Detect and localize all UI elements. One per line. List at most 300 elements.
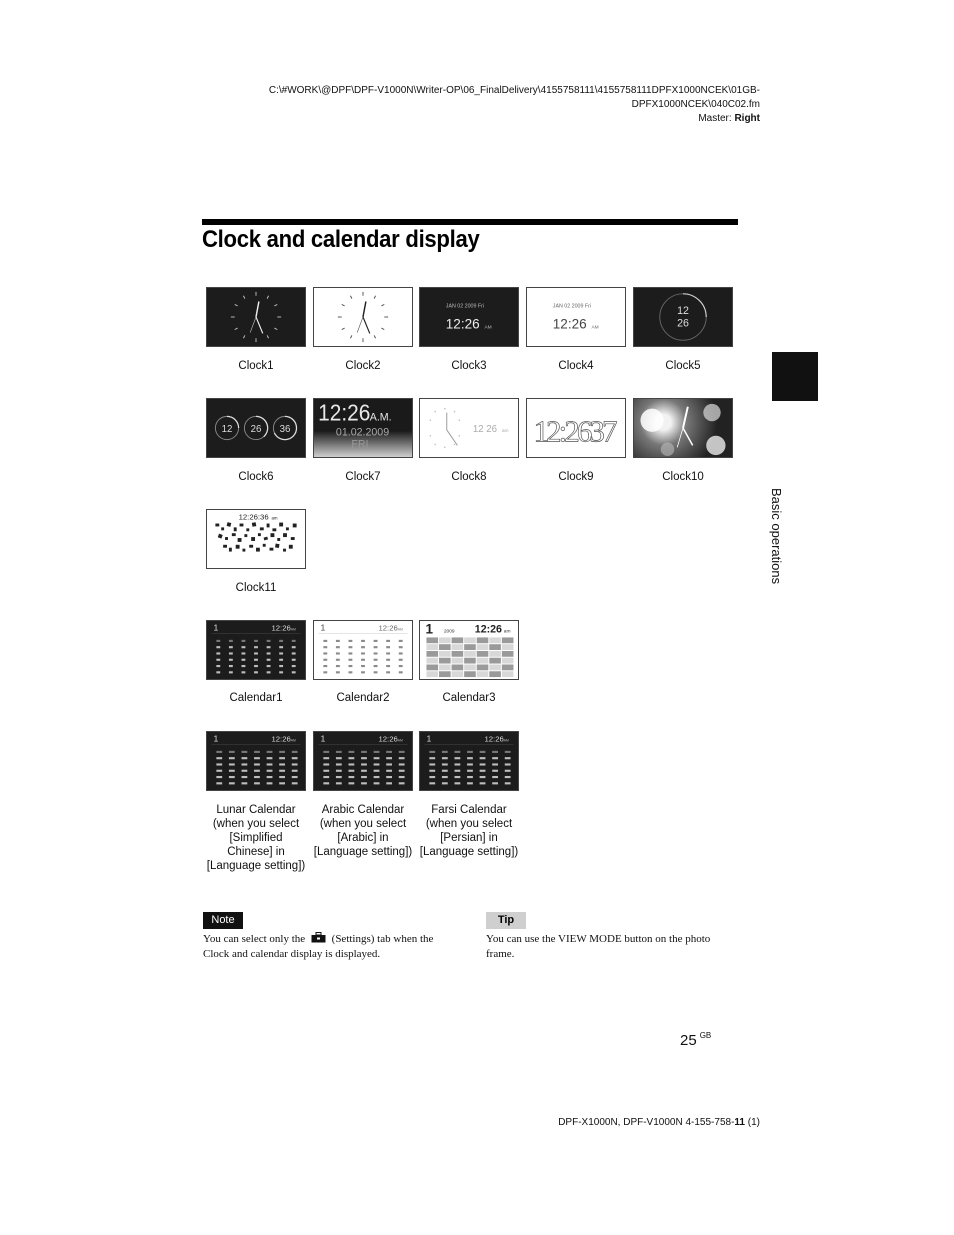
calendar-cell	[399, 757, 405, 759]
calendar-cell	[467, 757, 473, 759]
calendar-cell	[323, 640, 327, 642]
calendar-cell	[336, 763, 342, 765]
calendar-cell	[386, 652, 390, 654]
calendar-cell	[429, 757, 435, 759]
calendar-cell	[349, 659, 353, 661]
calendar-cell	[242, 776, 248, 778]
calendar-cell	[292, 665, 296, 667]
calendar-cell	[505, 751, 511, 753]
calendar-cell	[216, 665, 220, 667]
calendar-cell	[242, 659, 246, 661]
lunar-calendar-day: 1	[213, 733, 219, 744]
calendar-cell	[267, 646, 271, 648]
calendar-cell	[216, 646, 220, 648]
calendar-cell	[386, 646, 390, 648]
calendar-cell	[386, 665, 390, 667]
calendar-cell	[216, 770, 222, 772]
section-tab-label: Basic operations	[769, 488, 784, 585]
caption-clock10: Clock10	[662, 471, 704, 483]
file-path-line-2: DPFX1000NCEK\040C02.fm	[631, 99, 760, 110]
calendar-cell	[480, 757, 486, 759]
page-number	[680, 1031, 711, 1049]
calendar-cell	[323, 646, 327, 648]
settings-toolbox-icon	[311, 932, 326, 943]
segment-clock-icon	[314, 399, 412, 457]
calendar-cell	[467, 776, 473, 778]
calendar-cell	[489, 651, 501, 657]
calendar-cell	[279, 776, 285, 778]
calendar-cell	[426, 637, 438, 643]
calendar-cell	[439, 637, 451, 643]
footer-edition: (1)	[747, 1117, 760, 1128]
calendar-cell	[505, 757, 511, 759]
calendar-cell	[279, 646, 283, 648]
calendar-cell	[399, 782, 405, 784]
master-page-label	[200, 112, 760, 126]
lunar-calendar-thumbnail	[206, 731, 306, 791]
calendar-cell	[386, 659, 390, 661]
farsi-calendar-icon	[420, 732, 518, 790]
calendar3-date-grid	[426, 637, 513, 677]
clock8-thumbnail	[419, 398, 519, 458]
calendar3-year: 2009	[443, 629, 455, 635]
arabic-calendar-icon	[314, 732, 412, 790]
calendar-cell	[399, 665, 403, 667]
calendar-cell	[267, 751, 273, 753]
calendar-cell	[489, 671, 501, 677]
calendar3-thumbnail	[419, 620, 519, 680]
caption-line: (when you select	[212, 818, 300, 830]
calendar-cell	[386, 757, 392, 759]
calendar-cell	[279, 652, 283, 654]
caption-line: [Language setting])	[313, 846, 413, 858]
calendar-cell	[254, 665, 258, 667]
calendar-cell	[349, 665, 353, 667]
calendar-cell	[492, 770, 498, 772]
calendar-cell	[242, 640, 246, 642]
calendar-cell	[452, 637, 464, 643]
calendar-cell	[361, 751, 367, 753]
calendar-cell	[477, 651, 489, 657]
master-label: Master:	[698, 113, 732, 124]
calendar-cell	[292, 770, 298, 772]
calendar-cell	[216, 763, 222, 765]
calendar-cell	[442, 770, 448, 772]
calendar3-day: 1	[425, 621, 434, 637]
caption-line: (when you select	[319, 818, 407, 830]
calendar-cell	[489, 637, 501, 643]
calendar-cell	[426, 651, 438, 657]
calendar-cell	[267, 659, 271, 661]
calendar-cell	[489, 658, 501, 664]
calendar-cell	[323, 659, 327, 661]
clock4-date: JAN 02 2009 Fri	[552, 303, 592, 310]
lunar-calendar-date-grid	[216, 751, 297, 785]
calendar-cell	[336, 646, 340, 648]
clock6-hour: 12	[221, 423, 233, 435]
calendar-cell	[442, 757, 448, 759]
caption-line: [Language setting])	[419, 846, 519, 858]
calendar-cell	[492, 763, 498, 765]
caption-arabic-calendar	[303, 803, 423, 859]
clock9-thumbnail	[526, 398, 626, 458]
caption-line: Arabic Calendar	[321, 804, 405, 816]
lunar-calendar-ampm: AM	[290, 738, 296, 743]
file-path-header	[200, 84, 760, 126]
calendar-cell	[467, 782, 473, 784]
caption-calendar1: Calendar1	[229, 692, 283, 704]
master-value: Right	[734, 113, 760, 124]
calendar-cell	[464, 651, 476, 657]
arabic-calendar-thumbnail	[313, 731, 413, 791]
clock6-minute: 26	[250, 423, 262, 435]
calendar-cell	[242, 646, 246, 648]
calendar-cell	[254, 646, 258, 648]
calendar-cell	[267, 770, 273, 772]
calendar-cell	[386, 763, 392, 765]
clock8-ampm: am	[501, 428, 509, 434]
calendar-cell	[292, 652, 296, 654]
calendar-cell	[374, 782, 380, 784]
caption-calendar2: Calendar2	[336, 692, 390, 704]
calendar-cell	[229, 652, 233, 654]
calendar-cell	[292, 776, 298, 778]
calendar-cell	[267, 640, 271, 642]
lunar-calendar-time: 12:26	[271, 734, 291, 744]
caption-line: [Persian] in	[440, 832, 498, 844]
calendar-cell	[386, 751, 392, 753]
calendar-cell	[279, 757, 285, 759]
calendar-cell	[439, 651, 451, 657]
calendar-cell	[477, 644, 489, 650]
caption-clock2: Clock2	[345, 360, 381, 372]
calendar-cell	[336, 652, 340, 654]
calendar-cell	[267, 665, 271, 667]
calendar-cell	[216, 671, 220, 673]
farsi-calendar-ampm: AM	[503, 738, 509, 743]
calendar-cell	[242, 652, 246, 654]
calendar-cell	[216, 757, 222, 759]
clock8-time: 12 26	[472, 423, 498, 435]
calendar-cell	[467, 751, 473, 753]
caption-line: (when you select	[425, 818, 513, 830]
calendar1-ampm: AM	[290, 627, 296, 632]
caption-clock1: Clock1	[238, 360, 274, 372]
calendar-cell	[279, 770, 285, 772]
calendar-cell	[464, 671, 476, 677]
calendar-cell	[480, 763, 486, 765]
calendar-cell	[429, 763, 435, 765]
calendar-cell	[374, 659, 378, 661]
clock4-time: 12:26	[552, 316, 587, 332]
farsi-calendar-date-grid	[429, 751, 510, 785]
arabic-calendar-time: 12:26	[378, 734, 398, 744]
calendar-cell	[386, 782, 392, 784]
calendar-cell	[216, 652, 220, 654]
digital-clock-light-icon	[527, 288, 625, 346]
arabic-calendar-date-grid	[323, 751, 404, 785]
calendar-cell	[455, 757, 461, 759]
three-ring-clock-icon	[207, 399, 305, 457]
calendar-cell	[349, 751, 355, 753]
calendar-cell	[254, 671, 258, 673]
calendar-cell	[374, 770, 380, 772]
calendar-cell	[455, 776, 461, 778]
calendar-cell	[399, 646, 403, 648]
calendar-cell	[361, 770, 367, 772]
calendar-cell	[254, 763, 260, 765]
farsi-calendar-day: 1	[426, 733, 432, 744]
calendar-cell	[279, 782, 285, 784]
calendar2-thumbnail	[313, 620, 413, 680]
calendar-cell	[442, 751, 448, 753]
footer-model-info	[558, 1117, 760, 1128]
calendar-cell	[426, 665, 438, 671]
tip-badge: Tip	[486, 912, 526, 929]
clock11-time: 12:26:36	[238, 512, 269, 522]
calendar-dark-icon	[207, 621, 305, 679]
calendar-cell	[361, 646, 365, 648]
calendar2-day: 1	[320, 622, 326, 633]
calendar-cell	[361, 776, 367, 778]
caption-line: Farsi Calendar	[431, 804, 507, 816]
tip-text: You can use the VIEW MODE button on the photo frame.	[486, 933, 711, 960]
calendar2-time: 12:26	[378, 623, 398, 633]
calendar-cell	[349, 782, 355, 784]
calendar-cell	[229, 751, 235, 753]
calendar-cell	[374, 652, 378, 654]
calendar-cell	[216, 751, 222, 753]
calendar-cell	[323, 757, 329, 759]
calendar-cell	[254, 659, 258, 661]
calendar-cell	[386, 770, 392, 772]
calendar-cell	[502, 665, 514, 671]
calendar-cell	[426, 644, 438, 650]
calendar-cell	[267, 776, 273, 778]
calendar2-date-grid	[323, 640, 402, 674]
calendar-cell	[374, 671, 378, 673]
calendar-cell	[477, 637, 489, 643]
clock3-time: 12:26	[445, 316, 480, 332]
calendar-cell	[464, 637, 476, 643]
calendar3-ampm: am	[503, 629, 511, 635]
clock10-thumbnail	[633, 398, 733, 458]
calendar-cell	[349, 646, 353, 648]
calendar1-time: 12:26	[271, 623, 291, 633]
calendar-cell	[505, 770, 511, 772]
calendar-cell	[229, 671, 233, 673]
clock1-thumbnail	[206, 287, 306, 347]
calendar-cell	[242, 782, 248, 784]
calendar-cell	[242, 751, 248, 753]
calendar-cell	[267, 757, 273, 759]
calendar-cell	[323, 671, 327, 673]
calendar-cell	[242, 763, 248, 765]
calendar-cell	[502, 671, 514, 677]
calendar-cell	[349, 763, 355, 765]
calendar-cell	[502, 658, 514, 664]
calendar2-ampm: AM	[397, 627, 403, 632]
calendar-cell	[267, 671, 271, 673]
calendar-cell	[361, 671, 365, 673]
calendar-cell	[242, 665, 246, 667]
calendar-cell	[242, 757, 248, 759]
calendar-cell	[399, 776, 405, 778]
caption-lunar-calendar	[196, 803, 316, 873]
section-tab-marker	[772, 352, 818, 401]
calendar-cell	[323, 652, 327, 654]
calendar-cell	[464, 665, 476, 671]
calendar-cell	[292, 751, 298, 753]
farsi-calendar-thumbnail	[419, 731, 519, 791]
calendar-cell	[464, 658, 476, 664]
calendar-cell	[492, 782, 498, 784]
calendar-light-icon	[314, 621, 412, 679]
calendar-cell	[229, 646, 233, 648]
calendar-cell	[361, 763, 367, 765]
footer-revision: 11	[734, 1117, 745, 1128]
clock7-ampm: A.M.	[369, 411, 392, 424]
calendar-cell	[442, 776, 448, 778]
caption-clock3: Clock3	[451, 360, 487, 372]
calendar1-thumbnail	[206, 620, 306, 680]
analog-clock-dark-icon	[207, 288, 305, 346]
calendar-cell	[426, 658, 438, 664]
page-title: Clock and calendar display	[202, 226, 480, 253]
analog-clock-light-icon	[314, 288, 412, 346]
calendar-cell	[349, 770, 355, 772]
caption-line: Lunar Calendar	[216, 804, 296, 816]
calendar-cell	[292, 782, 298, 784]
calendar-cell	[336, 665, 340, 667]
calendar-cell	[336, 659, 340, 661]
calendar-cell	[455, 763, 461, 765]
caption-line: Chinese] in	[227, 846, 285, 858]
calendar-cell	[229, 659, 233, 661]
calendar-cell	[492, 751, 498, 753]
calendar-cell	[386, 776, 392, 778]
caption-farsi-calendar	[409, 803, 529, 859]
calendar1-date-grid	[216, 640, 295, 674]
caption-clock8: Clock8	[451, 471, 487, 483]
calendar-cell	[374, 763, 380, 765]
clock2-thumbnail	[313, 287, 413, 347]
calendar-cell	[374, 665, 378, 667]
calendar-checker-icon	[420, 621, 518, 679]
calendar-cell	[349, 652, 353, 654]
clock3-date: JAN 02 2009 Fri	[445, 303, 485, 310]
calendar-cell	[279, 659, 283, 661]
calendar-cell	[323, 782, 329, 784]
calendar-cell	[467, 763, 473, 765]
farsi-calendar-time: 12:26	[484, 734, 504, 744]
note-text-after: (Settings) tab when the Clock and calendar display is displayed.	[203, 933, 434, 960]
analog-digital-clock-icon	[420, 399, 518, 457]
clock6-second: 36	[279, 423, 291, 435]
calendar-cell	[439, 644, 451, 650]
calendar-cell	[279, 751, 285, 753]
calendar-cell	[279, 640, 283, 642]
calendar-cell	[399, 763, 405, 765]
arabic-calendar-day: 1	[320, 733, 326, 744]
caption-clock7: Clock7	[345, 471, 381, 483]
calendar-cell	[399, 652, 403, 654]
calendar-cell	[374, 776, 380, 778]
clock3-ampm: AM	[484, 325, 492, 331]
calendar-cell	[399, 659, 403, 661]
footer-models: DPF-X1000N, DPF-V1000N 4-155-758-	[558, 1117, 735, 1128]
note-text-before: You can select only the	[203, 933, 306, 945]
calendar-cell	[502, 644, 514, 650]
calendar-cell	[323, 776, 329, 778]
calendar-cell	[229, 782, 235, 784]
calendar-cell	[492, 776, 498, 778]
calendar-cell	[399, 640, 403, 642]
page-number-value: 25	[680, 1032, 697, 1049]
clock7-day: FRI	[351, 438, 369, 451]
title-rule	[202, 219, 738, 225]
calendar-cell	[374, 757, 380, 759]
calendar-cell	[229, 665, 233, 667]
calendar-cell	[279, 763, 285, 765]
calendar-cell	[336, 776, 342, 778]
calendar-cell	[399, 671, 403, 673]
calendar-cell	[439, 658, 451, 664]
note-text	[203, 932, 455, 962]
file-path-line-1: C:\#WORK\@DPF\DPF-V1000N\Writer-OP\06_FinalDelivery\4155758111\4155758111DPFX1000NCEK\01GB-	[268, 85, 760, 96]
calendar-cell	[254, 640, 258, 642]
calendar-cell	[216, 776, 222, 778]
calendar-cell	[489, 644, 501, 650]
calendar-cell	[216, 659, 220, 661]
calendar-cell	[254, 757, 260, 759]
page-number-suffix: GB	[699, 1031, 712, 1040]
clock7-time: 12:26	[318, 399, 371, 426]
calendar-cell	[452, 658, 464, 664]
caption-calendar3: Calendar3	[442, 692, 496, 704]
calendar-cell	[349, 757, 355, 759]
calendar-cell	[386, 640, 390, 642]
calendar-cell	[229, 776, 235, 778]
calendar-cell	[216, 640, 220, 642]
calendar-cell	[489, 665, 501, 671]
calendar-cell	[349, 640, 353, 642]
calendar-cell	[452, 644, 464, 650]
calendar-cell	[480, 751, 486, 753]
calendar-cell	[349, 671, 353, 673]
calendar-cell	[464, 644, 476, 650]
calendar-cell	[292, 646, 296, 648]
calendar-cell	[429, 770, 435, 772]
calendar-cell	[292, 763, 298, 765]
calendar-cell	[477, 665, 489, 671]
calendar-cell	[336, 640, 340, 642]
calendar-cell	[361, 640, 365, 642]
calendar-cell	[292, 671, 296, 673]
calendar-cell	[254, 770, 260, 772]
calendar-cell	[492, 757, 498, 759]
calendar-cell	[229, 640, 233, 642]
calendar-cell	[502, 637, 514, 643]
caption-clock4: Clock4	[558, 360, 594, 372]
calendar-cell	[229, 763, 235, 765]
clock7-date: 01.02.2009	[335, 426, 390, 439]
calendar-cell	[480, 770, 486, 772]
calendar-cell	[439, 671, 451, 677]
calendar-cell	[442, 782, 448, 784]
ring-clock-icon	[634, 288, 732, 346]
calendar-cell	[426, 671, 438, 677]
